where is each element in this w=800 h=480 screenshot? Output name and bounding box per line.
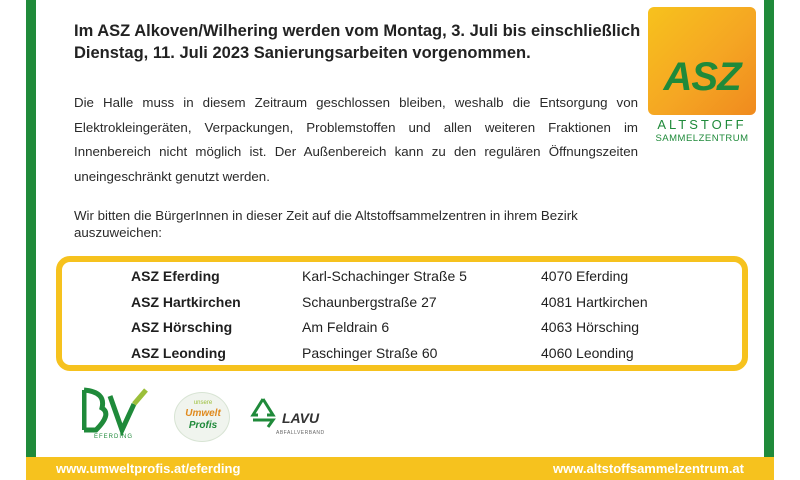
center-city: 4060 Leonding [541,345,634,361]
center-name: ASZ Leonding [131,345,226,361]
center-street: Schaunbergstraße 27 [302,294,437,310]
center-street: Paschinger Straße 60 [302,345,438,361]
center-row [62,268,742,294]
announcement-headline: Im ASZ Alkoven/Wilhering werden vom Montag, 3. Juli bis einschließlich Dienstag, 11. Juli 2023 Sanierungsarbeiten vorgenommen. [74,22,641,62]
right-green-border [764,0,774,480]
center-city: 4070 Eferding [541,268,629,284]
partner-logos [82,386,342,446]
footer-bar [26,457,774,480]
profis-line1: unsere [193,400,213,406]
center-city: 4063 Hörsching [541,319,640,335]
center-row [62,294,742,320]
center-city: 4081 Hartkirchen [541,294,648,310]
profis-line2: Umwelt [185,408,221,419]
center-street: Karl-Schachinger Straße 5 [302,268,467,284]
profis-line3: Profis [188,420,218,431]
recycle-icon [246,396,280,430]
center-row [62,319,742,345]
closure-paragraph: Die Halle muss in diesem Zeitraum geschlossen bleiben, weshalb die Entsorgung von Elektrokleingeräten, Verpackungen, Problemstoffen und allen weiteren Fraktionen im Innenbereich nicht möglich ist. Der Außenbereich kann zu den regulären Öffnungszeiten uneingeschränkt genutzt werden. [74,95,638,184]
alternative-invite: Wir bitten die BürgerInnen in dieser Zeit auf die Altstoffsammelzentren in ihrem Bezirk auszuweichen: [74,208,578,240]
left-green-border [26,0,36,480]
bav-logo-graphic [82,386,150,436]
lavu-logo [246,396,326,440]
center-row [62,345,742,371]
bav-logo [82,386,150,446]
center-street: Am Feldrain 6 [302,319,390,335]
lavu-logo-mark: LAVU [282,410,320,426]
alternative-centers-box [56,256,748,371]
asz-logo-mark: ASZ [663,55,741,99]
bav-logo-sub: EFERDING [94,434,134,440]
asz-logo-line2: SAMMELZENTRUM [655,133,749,144]
asz-logo-line1: ALTSTOFF [657,117,747,132]
center-name: ASZ Eferding [131,268,220,284]
center-name: ASZ Hartkirchen [131,294,241,310]
footer-link-altstoffsammelzentrum[interactable]: www.altstoffsammelzentrum.at [553,461,744,476]
asz-logo [648,7,756,147]
lavu-logo-sub: ABFALLVERBAND [276,430,325,436]
footer-link-umweltprofis[interactable]: www.umweltprofis.at/eferding [56,461,241,476]
umwelt-profis-logo [174,392,230,442]
center-name: ASZ Hörsching [131,319,233,335]
